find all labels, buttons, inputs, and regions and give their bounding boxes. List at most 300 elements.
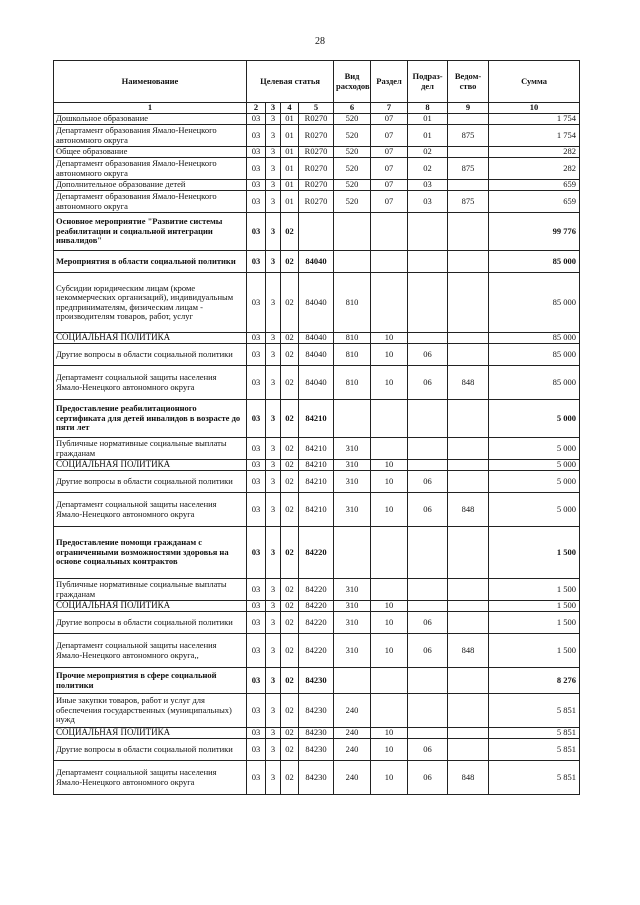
amount-cell: 282 bbox=[489, 147, 580, 158]
table-row bbox=[54, 251, 580, 273]
code-subprogram: 3 bbox=[266, 634, 281, 668]
code-program: 03 bbox=[247, 668, 266, 694]
section-cell: 07 bbox=[371, 180, 408, 191]
row-name: Другие вопросы в области социальной политики bbox=[54, 471, 247, 493]
amount-cell: 5 000 bbox=[489, 400, 580, 438]
code-event: 02 bbox=[281, 739, 299, 761]
subsection-cell: 06 bbox=[408, 634, 448, 668]
code-event: 02 bbox=[281, 366, 299, 400]
section-cell bbox=[371, 400, 408, 438]
expense-type-cell bbox=[334, 213, 371, 251]
code-direction: 84220 bbox=[299, 601, 334, 612]
section-cell: 10 bbox=[371, 761, 408, 795]
column-number: 6 bbox=[334, 103, 371, 114]
expense-type-cell bbox=[334, 527, 371, 579]
department-cell bbox=[448, 460, 489, 471]
code-subprogram: 3 bbox=[266, 251, 281, 273]
code-direction: 84210 bbox=[299, 438, 334, 460]
code-program: 03 bbox=[247, 273, 266, 333]
row-name: Другие вопросы в области социальной политики bbox=[54, 739, 247, 761]
code-direction: 84040 bbox=[299, 251, 334, 273]
row-name: Департамент социальной защиты населения Ямало-Ненецкого автономного округа bbox=[54, 366, 247, 400]
code-event: 02 bbox=[281, 333, 299, 344]
code-subprogram: 3 bbox=[266, 471, 281, 493]
code-direction: 84210 bbox=[299, 460, 334, 471]
department-cell bbox=[448, 471, 489, 493]
code-event: 02 bbox=[281, 251, 299, 273]
row-name: Мероприятия в области социальной политики bbox=[54, 251, 247, 273]
expense-type-cell: 810 bbox=[334, 273, 371, 333]
subsection-cell: 06 bbox=[408, 344, 448, 366]
code-direction: 84230 bbox=[299, 761, 334, 795]
row-name: Департамент образования Ямало-Ненецкого автономного округа bbox=[54, 191, 247, 213]
row-name: Общее образование bbox=[54, 147, 247, 158]
section-cell: 07 bbox=[371, 191, 408, 213]
expense-type-cell: 240 bbox=[334, 694, 371, 728]
row-name: Публичные нормативные социальные выплаты гражданам bbox=[54, 579, 247, 601]
table-row bbox=[54, 273, 580, 333]
section-cell bbox=[371, 273, 408, 333]
department-cell: 875 bbox=[448, 191, 489, 213]
code-event: 01 bbox=[281, 158, 299, 180]
code-direction: R0270 bbox=[299, 125, 334, 147]
subsection-cell bbox=[408, 438, 448, 460]
section-cell bbox=[371, 579, 408, 601]
amount-cell: 85 000 bbox=[489, 251, 580, 273]
row-name: Дошкольное образование bbox=[54, 114, 247, 125]
table-row bbox=[54, 333, 580, 344]
subsection-cell bbox=[408, 728, 448, 739]
code-subprogram: 3 bbox=[266, 344, 281, 366]
code-program: 03 bbox=[247, 438, 266, 460]
table-row bbox=[54, 579, 580, 601]
code-direction: R0270 bbox=[299, 158, 334, 180]
table-row bbox=[54, 601, 580, 612]
code-program: 03 bbox=[247, 114, 266, 125]
code-program: 03 bbox=[247, 493, 266, 527]
section-cell: 10 bbox=[371, 634, 408, 668]
code-direction: 84210 bbox=[299, 471, 334, 493]
code-direction: 84220 bbox=[299, 579, 334, 601]
section-cell: 10 bbox=[371, 366, 408, 400]
expense-type-cell: 310 bbox=[334, 471, 371, 493]
code-event: 02 bbox=[281, 527, 299, 579]
code-subprogram: 3 bbox=[266, 493, 281, 527]
department-cell: 848 bbox=[448, 366, 489, 400]
column-number: 1 bbox=[54, 103, 247, 114]
department-cell: 848 bbox=[448, 493, 489, 527]
amount-cell: 85 000 bbox=[489, 366, 580, 400]
section-cell: 07 bbox=[371, 125, 408, 147]
section-cell: 10 bbox=[371, 471, 408, 493]
code-subprogram: 3 bbox=[266, 333, 281, 344]
code-event: 02 bbox=[281, 460, 299, 471]
code-subprogram: 3 bbox=[266, 728, 281, 739]
code-subprogram: 3 bbox=[266, 438, 281, 460]
code-event: 02 bbox=[281, 634, 299, 668]
code-subprogram: 3 bbox=[266, 147, 281, 158]
department-cell bbox=[448, 344, 489, 366]
amount-cell: 99 776 bbox=[489, 213, 580, 251]
column-number: 3 bbox=[266, 103, 281, 114]
section-cell bbox=[371, 668, 408, 694]
amount-cell: 1 754 bbox=[489, 125, 580, 147]
section-cell bbox=[371, 251, 408, 273]
subsection-cell: 03 bbox=[408, 180, 448, 191]
code-event: 02 bbox=[281, 438, 299, 460]
code-direction: 84220 bbox=[299, 527, 334, 579]
section-cell: 10 bbox=[371, 333, 408, 344]
subsection-cell: 06 bbox=[408, 739, 448, 761]
expense-type-cell bbox=[334, 251, 371, 273]
header-amount: Сумма bbox=[489, 61, 580, 103]
expense-type-cell: 310 bbox=[334, 579, 371, 601]
code-program: 03 bbox=[247, 125, 266, 147]
subsection-cell bbox=[408, 213, 448, 251]
code-program: 03 bbox=[247, 471, 266, 493]
table-row bbox=[54, 739, 580, 761]
section-cell bbox=[371, 438, 408, 460]
code-program: 03 bbox=[247, 612, 266, 634]
expense-type-cell: 240 bbox=[334, 739, 371, 761]
code-subprogram: 3 bbox=[266, 366, 281, 400]
code-direction: R0270 bbox=[299, 191, 334, 213]
code-subprogram: 3 bbox=[266, 694, 281, 728]
row-name: Прочие мероприятия в сфере социальной политики bbox=[54, 668, 247, 694]
code-direction: 84210 bbox=[299, 400, 334, 438]
code-subprogram: 3 bbox=[266, 213, 281, 251]
code-event: 01 bbox=[281, 147, 299, 158]
code-subprogram: 3 bbox=[266, 527, 281, 579]
department-cell bbox=[448, 147, 489, 158]
code-program: 03 bbox=[247, 728, 266, 739]
table-row bbox=[54, 366, 580, 400]
row-name: СОЦИАЛЬНАЯ ПОЛИТИКА bbox=[54, 460, 247, 471]
expense-type-cell: 810 bbox=[334, 366, 371, 400]
department-cell bbox=[448, 527, 489, 579]
subsection-cell bbox=[408, 527, 448, 579]
section-cell bbox=[371, 213, 408, 251]
code-program: 03 bbox=[247, 366, 266, 400]
code-subprogram: 3 bbox=[266, 612, 281, 634]
section-cell: 07 bbox=[371, 147, 408, 158]
code-subprogram: 3 bbox=[266, 579, 281, 601]
section-cell: 10 bbox=[371, 493, 408, 527]
code-program: 03 bbox=[247, 400, 266, 438]
expense-type-cell: 810 bbox=[334, 344, 371, 366]
code-direction: 84040 bbox=[299, 366, 334, 400]
subsection-cell bbox=[408, 694, 448, 728]
code-subprogram: 3 bbox=[266, 601, 281, 612]
row-name: Предоставление помощи гражданам с ограниченными возможностями здоровья на основе социальных контрактов bbox=[54, 527, 247, 579]
section-cell bbox=[371, 527, 408, 579]
budget-body bbox=[54, 114, 580, 795]
department-cell: 875 bbox=[448, 125, 489, 147]
code-program: 03 bbox=[247, 579, 266, 601]
code-direction: 84220 bbox=[299, 612, 334, 634]
code-event: 02 bbox=[281, 761, 299, 795]
department-cell: 848 bbox=[448, 634, 489, 668]
department-cell bbox=[448, 213, 489, 251]
row-name: Иные закупки товаров, работ и услуг для обеспечения государственных (муниципальных) нужд bbox=[54, 694, 247, 728]
amount-cell: 5 000 bbox=[489, 460, 580, 471]
column-number: 7 bbox=[371, 103, 408, 114]
code-event: 01 bbox=[281, 125, 299, 147]
section-cell: 07 bbox=[371, 158, 408, 180]
amount-cell: 1 500 bbox=[489, 601, 580, 612]
expense-type-cell: 240 bbox=[334, 761, 371, 795]
table-row bbox=[54, 694, 580, 728]
header-department: Ведом-ство bbox=[448, 61, 489, 103]
subsection-cell: 02 bbox=[408, 158, 448, 180]
expense-type-cell: 520 bbox=[334, 125, 371, 147]
subsection-cell bbox=[408, 668, 448, 694]
amount-cell: 1 500 bbox=[489, 579, 580, 601]
code-program: 03 bbox=[247, 213, 266, 251]
header-subsection: Подраз-дел bbox=[408, 61, 448, 103]
code-direction: 84210 bbox=[299, 493, 334, 527]
table-row bbox=[54, 147, 580, 158]
section-cell: 10 bbox=[371, 601, 408, 612]
section-cell: 10 bbox=[371, 344, 408, 366]
amount-cell: 5 000 bbox=[489, 493, 580, 527]
amount-cell: 1 500 bbox=[489, 612, 580, 634]
code-direction: 84040 bbox=[299, 273, 334, 333]
code-event: 02 bbox=[281, 471, 299, 493]
expense-type-cell: 310 bbox=[334, 460, 371, 471]
column-number: 9 bbox=[448, 103, 489, 114]
expense-type-cell: 310 bbox=[334, 601, 371, 612]
row-name: Основное мероприятие "Развитие системы реабилитации и социальной интеграции инвалидов" bbox=[54, 213, 247, 251]
subsection-cell bbox=[408, 273, 448, 333]
amount-cell: 5 851 bbox=[489, 739, 580, 761]
code-direction: 84230 bbox=[299, 668, 334, 694]
row-name: СОЦИАЛЬНАЯ ПОЛИТИКА bbox=[54, 728, 247, 739]
code-direction: R0270 bbox=[299, 114, 334, 125]
row-name: Департамент образования Ямало-Ненецкого автономного округа bbox=[54, 158, 247, 180]
row-name: Субсидии юридическим лицам (кроме некоммерческих организаций), индивидуальным предпринимателям, физическим лицам - производителям товаров, работ, услуг bbox=[54, 273, 247, 333]
amount-cell: 8 276 bbox=[489, 668, 580, 694]
table-row bbox=[54, 191, 580, 213]
code-event: 02 bbox=[281, 213, 299, 251]
row-name: СОЦИАЛЬНАЯ ПОЛИТИКА bbox=[54, 601, 247, 612]
code-program: 03 bbox=[247, 344, 266, 366]
expense-type-cell: 240 bbox=[334, 728, 371, 739]
department-cell bbox=[448, 601, 489, 612]
column-number: 5 bbox=[299, 103, 334, 114]
table-row bbox=[54, 180, 580, 191]
table-row bbox=[54, 668, 580, 694]
code-direction: R0270 bbox=[299, 147, 334, 158]
subsection-cell: 03 bbox=[408, 191, 448, 213]
code-program: 03 bbox=[247, 333, 266, 344]
expense-type-cell: 310 bbox=[334, 612, 371, 634]
section-cell bbox=[371, 694, 408, 728]
amount-cell: 659 bbox=[489, 191, 580, 213]
table-row bbox=[54, 213, 580, 251]
table-row bbox=[54, 612, 580, 634]
row-name: Департамент социальной защиты населения Ямало-Ненецкого автономного округа bbox=[54, 761, 247, 795]
section-cell: 07 bbox=[371, 114, 408, 125]
section-cell: 10 bbox=[371, 612, 408, 634]
amount-cell: 659 bbox=[489, 180, 580, 191]
amount-cell: 85 000 bbox=[489, 333, 580, 344]
amount-cell: 5 851 bbox=[489, 761, 580, 795]
table-row bbox=[54, 438, 580, 460]
amount-cell: 5 851 bbox=[489, 694, 580, 728]
code-event: 01 bbox=[281, 191, 299, 213]
expense-type-cell bbox=[334, 668, 371, 694]
department-cell bbox=[448, 400, 489, 438]
department-cell bbox=[448, 668, 489, 694]
table-row bbox=[54, 493, 580, 527]
column-number: 4 bbox=[281, 103, 299, 114]
expense-type-cell: 310 bbox=[334, 438, 371, 460]
department-cell bbox=[448, 438, 489, 460]
expense-type-cell: 520 bbox=[334, 180, 371, 191]
row-name: Департамент образования Ямало-Ненецкого автономного округа bbox=[54, 125, 247, 147]
code-event: 02 bbox=[281, 273, 299, 333]
subsection-cell: 06 bbox=[408, 366, 448, 400]
row-name: Департамент социальной защиты населения Ямало-Ненецкого автономного округа,, bbox=[54, 634, 247, 668]
header-expense-type: Вид расходов bbox=[334, 61, 371, 103]
expense-type-cell: 520 bbox=[334, 114, 371, 125]
department-cell bbox=[448, 694, 489, 728]
table-row bbox=[54, 728, 580, 739]
amount-cell: 5 000 bbox=[489, 438, 580, 460]
code-direction: 84230 bbox=[299, 739, 334, 761]
code-event: 02 bbox=[281, 668, 299, 694]
code-event: 02 bbox=[281, 612, 299, 634]
subsection-cell bbox=[408, 251, 448, 273]
code-subprogram: 3 bbox=[266, 114, 281, 125]
department-cell bbox=[448, 180, 489, 191]
budget-table bbox=[53, 60, 580, 795]
row-name: Предоставление реабилитационного сертификата для детей инвалидов в возрасте до пяти лет bbox=[54, 400, 247, 438]
table-row bbox=[54, 460, 580, 471]
code-subprogram: 3 bbox=[266, 739, 281, 761]
table-row bbox=[54, 527, 580, 579]
code-program: 03 bbox=[247, 147, 266, 158]
code-subprogram: 3 bbox=[266, 400, 281, 438]
subsection-cell: 06 bbox=[408, 761, 448, 795]
department-cell: 875 bbox=[448, 158, 489, 180]
code-program: 03 bbox=[247, 527, 266, 579]
header-target: Целевая статья bbox=[247, 61, 334, 103]
amount-cell: 1 500 bbox=[489, 527, 580, 579]
code-subprogram: 3 bbox=[266, 273, 281, 333]
code-direction: 84220 bbox=[299, 634, 334, 668]
subsection-cell bbox=[408, 601, 448, 612]
code-program: 03 bbox=[247, 761, 266, 795]
code-event: 01 bbox=[281, 180, 299, 191]
department-cell bbox=[448, 728, 489, 739]
department-cell: 848 bbox=[448, 761, 489, 795]
code-direction: 84230 bbox=[299, 728, 334, 739]
code-subprogram: 3 bbox=[266, 761, 281, 795]
code-event: 02 bbox=[281, 728, 299, 739]
subsection-cell: 06 bbox=[408, 612, 448, 634]
code-event: 02 bbox=[281, 601, 299, 612]
amount-cell: 5 000 bbox=[489, 471, 580, 493]
code-event: 02 bbox=[281, 400, 299, 438]
header-name: Наименование bbox=[54, 61, 247, 103]
section-cell: 10 bbox=[371, 739, 408, 761]
header-section: Раздел bbox=[371, 61, 408, 103]
department-cell bbox=[448, 114, 489, 125]
code-subprogram: 3 bbox=[266, 158, 281, 180]
row-name: Другие вопросы в области социальной политики bbox=[54, 612, 247, 634]
code-direction: 84040 bbox=[299, 333, 334, 344]
amount-cell: 282 bbox=[489, 158, 580, 180]
code-program: 03 bbox=[247, 694, 266, 728]
table-row bbox=[54, 158, 580, 180]
code-subprogram: 3 bbox=[266, 125, 281, 147]
code-subprogram: 3 bbox=[266, 668, 281, 694]
subsection-cell: 01 bbox=[408, 125, 448, 147]
column-number: 8 bbox=[408, 103, 448, 114]
row-name: Публичные нормативные социальные выплаты гражданам bbox=[54, 438, 247, 460]
code-direction bbox=[299, 213, 334, 251]
table-row bbox=[54, 761, 580, 795]
expense-type-cell: 520 bbox=[334, 158, 371, 180]
amount-cell: 5 851 bbox=[489, 728, 580, 739]
subsection-cell bbox=[408, 400, 448, 438]
subsection-cell: 06 bbox=[408, 471, 448, 493]
code-program: 03 bbox=[247, 634, 266, 668]
code-program: 03 bbox=[247, 180, 266, 191]
code-direction: R0270 bbox=[299, 180, 334, 191]
page-number: 28 bbox=[315, 36, 325, 47]
code-program: 03 bbox=[247, 251, 266, 273]
code-program: 03 bbox=[247, 191, 266, 213]
department-cell bbox=[448, 333, 489, 344]
table-row bbox=[54, 471, 580, 493]
section-cell: 10 bbox=[371, 460, 408, 471]
expense-type-cell: 310 bbox=[334, 493, 371, 527]
code-program: 03 bbox=[247, 601, 266, 612]
code-subprogram: 3 bbox=[266, 460, 281, 471]
row-name: Дополнительное образование детей bbox=[54, 180, 247, 191]
amount-cell: 85 000 bbox=[489, 344, 580, 366]
code-program: 03 bbox=[247, 739, 266, 761]
expense-type-cell bbox=[334, 400, 371, 438]
amount-cell: 85 000 bbox=[489, 273, 580, 333]
code-program: 03 bbox=[247, 158, 266, 180]
expense-type-cell: 520 bbox=[334, 191, 371, 213]
subsection-cell: 01 bbox=[408, 114, 448, 125]
department-cell bbox=[448, 251, 489, 273]
amount-cell: 1 754 bbox=[489, 114, 580, 125]
code-event: 02 bbox=[281, 694, 299, 728]
department-cell bbox=[448, 739, 489, 761]
column-number: 2 bbox=[247, 103, 266, 114]
code-event: 02 bbox=[281, 579, 299, 601]
code-program: 03 bbox=[247, 460, 266, 471]
table-row bbox=[54, 634, 580, 668]
code-direction: 84230 bbox=[299, 694, 334, 728]
department-cell bbox=[448, 273, 489, 333]
expense-type-cell: 520 bbox=[334, 147, 371, 158]
department-cell bbox=[448, 579, 489, 601]
code-subprogram: 3 bbox=[266, 180, 281, 191]
code-direction: 84040 bbox=[299, 344, 334, 366]
subsection-cell: 06 bbox=[408, 493, 448, 527]
subsection-cell bbox=[408, 579, 448, 601]
subsection-cell bbox=[408, 333, 448, 344]
table-row bbox=[54, 400, 580, 438]
section-cell: 10 bbox=[371, 728, 408, 739]
